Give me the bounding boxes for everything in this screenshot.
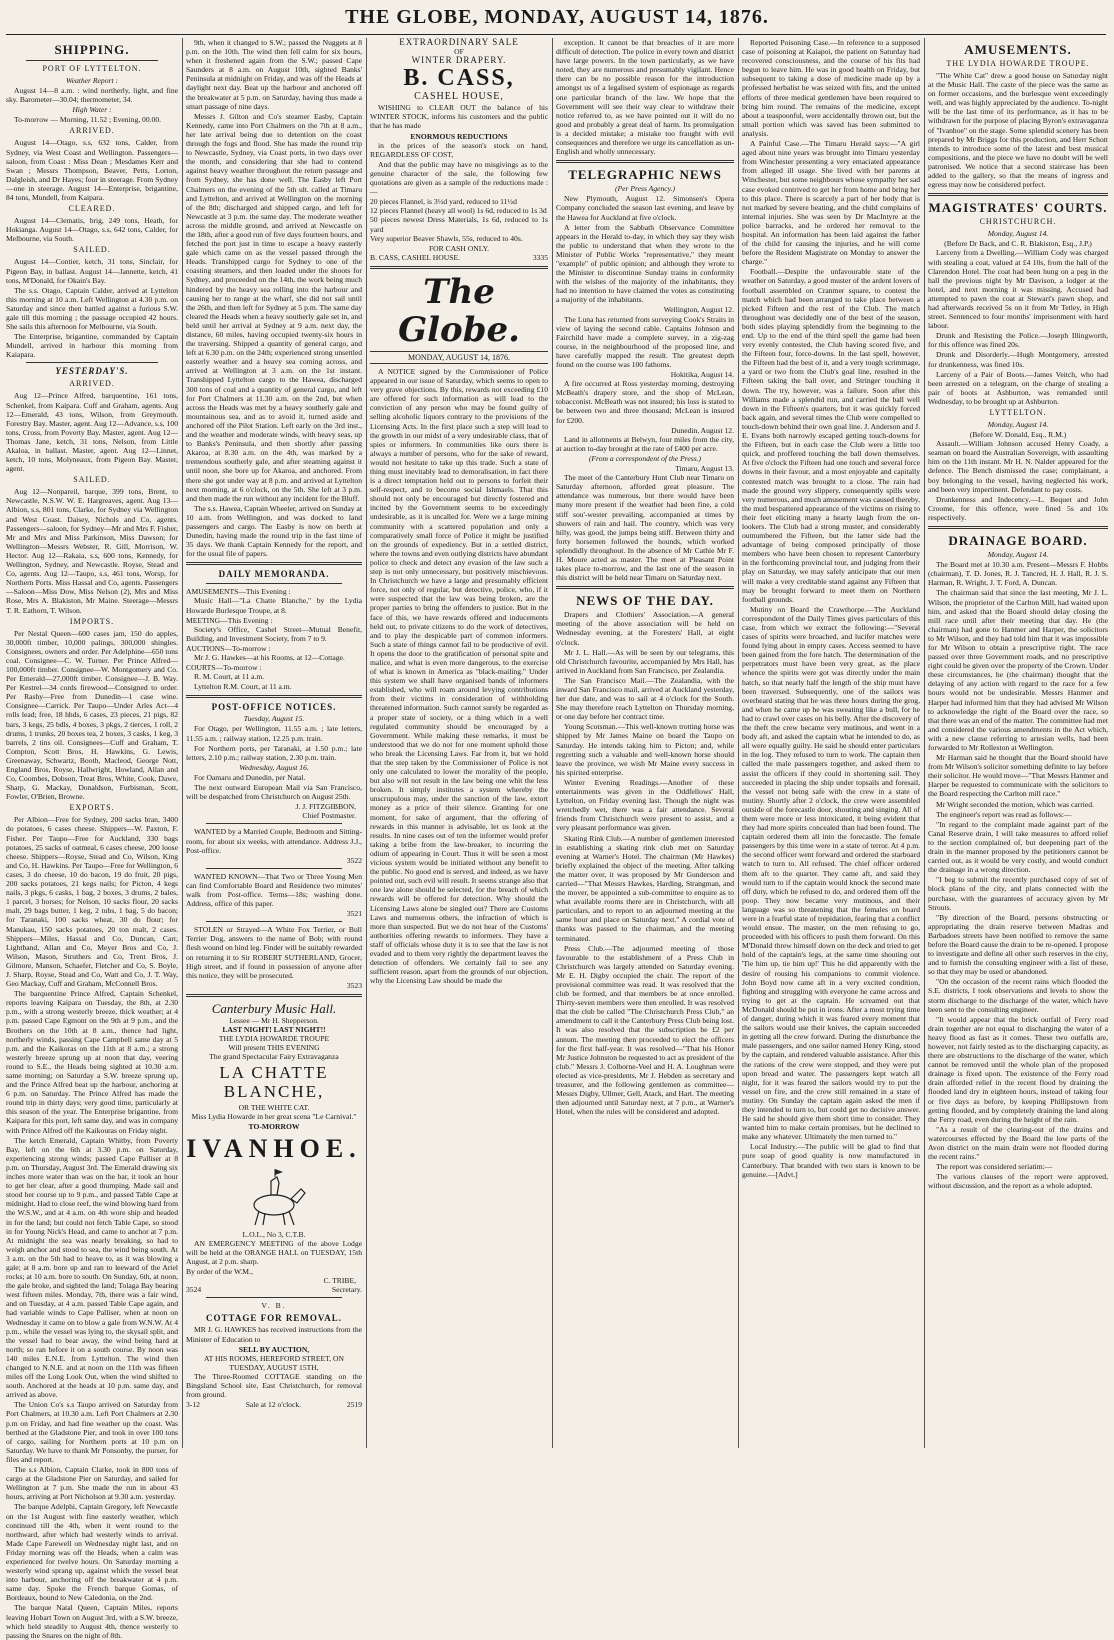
daily-memoranda-heading: DAILY MEMORANDA. xyxy=(218,569,330,580)
sale-text: WISHING to CLEAR OUT the balance of his WINTER STOCK, informs his customers and the public that he has made xyxy=(370,103,548,131)
court-date: Monday, August 14. xyxy=(987,420,1049,429)
divider xyxy=(370,266,548,269)
shipping-paragraph: The barquentine Prince Alfred, Captain Schenkel, reports leaving Kaipara on Tuesday, the 8th, at 2.30 p.m., with a strong westerly breeze, thick weather; at 4 p.m. passed Cape Egmont on the 9th at 9 p.m., and the Brothers on the 10th at 8 a.m., thence had light, northerly winds, passing Cape Campbell same day at 5 p.m. and the Kaikoras on the 11th at 8 a.m.; a strong westerly breeze sprung up at noon that day, veering round to S.E., the Heads being sighted at 10.30 a.m. same morning; on Saturday a S.W. breeze sprung up, and the Prince Alfred beat up the harbour, anchoring at 6 p.m. on Saturday. The Prince Alfred has made the round trip in thirty days; very good time, particularly at this season of the year. The Enterprise brigantine, from Kaipara for this port, left same day, and was in company with Prince Alfred off the Kaikouras on Friday night. xyxy=(6,989,178,1135)
lyttelton-heading: LYTTELTON. xyxy=(989,408,1047,417)
courts-label: COURTS—To-morrow : xyxy=(186,663,262,673)
amusements-text: "The White Cat" drew a good house on Saturday night at the Music Hall. The caste of the piece was the same as on former occasions, and the burlesque went exceedingly well, and was highly appreciated by the audience. To-night will be the last time of its performance, as it has to be withdrawn for the purpose of placing Byron's extravaganza of "Ivanhoe" on the stage. Some splendid scenery has been prepared by Mr Briggs for this production, and Herr Schott intends to introduce some of the latest and best musical compositions, and the piece we have no doubt will be well patronised. We notice that a second staircase has been added to the gallery, so that the means of ingress and egress may now be considered perfect. xyxy=(928,71,1108,190)
ad-number: 3521 xyxy=(346,909,362,919)
column-rule xyxy=(366,38,367,1448)
board-paragraph: Mr Harman said he thought that the Board should have from Mr Wilson's solicitor something definite to lay before their solicitor. He would move—"That Messrs Hanmer and Harper be requested to communicate with the solicitors to the Board respecting the Carlton mill race." xyxy=(928,753,1108,799)
troupe-heading: THE LYDIA HOWARDE TROUPE. xyxy=(946,59,1090,68)
memo-item: Society's Office, Cashel Street—Mutual Benefit, Building, and Investment Society, from 7 to 9. xyxy=(186,624,362,643)
la-chatte-blanche-title: LA CHATTE BLANCHE, xyxy=(219,1063,329,1102)
post-item: For Northern ports, per Taranaki, at 1.50 p.m.; late letters, 2.10 p.m.; railway station, 2.30 p.m. train. xyxy=(186,743,362,762)
column-rule xyxy=(738,38,739,1448)
divider xyxy=(928,526,1108,529)
news-item: Local Industry.—The public will be glad to find that pure soap of good quality is now manufactured in Canterbury. That branded with two stars is known to be genuine.—[Advt.] xyxy=(742,1142,920,1179)
memo-item: R. M. Court, at 11 a.m. xyxy=(194,672,265,682)
editorial-continued: exception. It cannot be that breaches of it are more difficult of detection. The police in every town and district have large powers. In the town particularly, as we have noted, they are numerous and presumably vigilant. Hence there can be no possible reason for the introduction amongst us of a legalised system of espionage as regards one particular branch of the law. We hope that the Government will see their way clear to withdraw their notice referred to, as we have pointed out it will do no good and probably a great deal of harm. Its promulgation is a decided mistake; a mistake too fraught with evil consequences and therefore we urge its cancellation as un-English and wholly unnecessary. xyxy=(556,38,734,157)
divider xyxy=(186,994,362,997)
exports-label: EXPORTS. xyxy=(69,803,115,813)
cottage-footer xyxy=(186,1400,362,1409)
classified-ad: WANTED KNOWN—That Two or Three Young Men can find Comfortable Board and Residence two minutes' walk from Post-office. Terms—18s; washing done. Address, office of this paper. xyxy=(186,871,362,909)
masthead: THE GLOBE, MONDAY, AUGUST 14, 1876. xyxy=(345,6,769,28)
news-item: Drapers and Clothiers' Association.—A general meeting of the above association will be held on Wednesday evening, at the Foresters' Hall, at eight o'clock. xyxy=(556,610,734,647)
post-item: For Otago, per Wellington, 11.55 a.m. ; late letters, 11.55 a.m. ; railway station, 12.25 p.m. train. xyxy=(186,724,362,743)
news-item: Winter Evening Readings.—Another of these entertainments was given in the Oddfellows' Hall, Lyttelton, on Friday evening last. Though the night was wretchedly wet, there was a fair attendance. Several friends from Christchurch were present to assist, and a very pleasant performance was given. xyxy=(556,777,734,833)
exports-text: Per Albion—Free for Sydney, 200 sacks bran, 3400 do potatoes, 6 cases cheese. Shippers—W. Paxton, F. Fisher. Per Taupo—Free for Auckland, 330 bags potatoes, 25 sacks of oatmeal, 6 cases cheese, 200 loose cheese. Shippers—Royse, Stead and Co, Wilson, King and Co, H. Hawkins. Per Taupo—Free for Wellington, 6 cases, 3 do cheese, 10 do bacon, 19 do fruit, 20 pigs, 200 sacks potatoes, 21 kegs nails; for Picton, 4 kegs nails, 3 pkgs, 6 casks, 1 bag, 2 boxes, 3 drums, 2 bales, 1 parcel, 3 horses; for Nelson, 10 sacks flour, 20 sacks malt, 29 bags butter, 1 keg, 2 tubs, 1 bag, 5 do bacon; for Taranaki, 100 sacks wheat, 30 do flour; for Manukau, 150 sacks potatoes, 20 ton malt, 2 cases. Shippers—Miles, Hassal and Co, Duncan, Carr, Lightband, Allan and Co, Meyer Bros and Co, J. Wilson, Mason, Struthers and Co, Trent Bros, J. Gilmore, Manson, Schaefer, Fletcher and Co, S. Boyle, J. Sharp, Royse, Stead and Co, Watt and Co, J. T. Way, Geo Mackay, Cuff and Graham, McConnell Bros. xyxy=(6,815,178,989)
board-paragraph: The chairman said that since the last meeting, Mr J. L. Wilson, the proprietor of the Carlton Mill, had waited upon him, and asked that the Board should delay closing the mill race until after their meeting that day. He (the chairman) had gone to Hanmer and Harper, the solicitors to Mr Wilson, and they had told him that it was impossible for Mr Wilson to obtain a prescriptive right. The race passed over three Government roads, and no prescriptive right could be given over the property of the Crown. Under these circumstances, he (the chairman) thought that the delaying of any action with regard to the race for a few hours would not be undesirable. Messrs Hanmer and Harper had informed him that they had advised Mr Wilson to acknowledge the right of the Board over the race, so that there was an end of the matter. The committee had met and considered the various amendments in the Act which, with a new clause referring to artesian wells, had been forwarded to Mr Rolleston at Wellington. xyxy=(928,588,1109,752)
ad-number: 3523 xyxy=(346,980,362,990)
b-cass-title: B. CASS, xyxy=(403,65,515,92)
cleared-label: CLEARED. xyxy=(68,204,116,214)
shipping-paragraph: The s.s. Hawea, Captain Wheeler, arrived on Sunday at 10 a.m. from Wellington, and was docked to land passengers and cargo. The Easby is now on berth at Dunedin, having made the round trip in the fast time of 35 days. We thank Captain Kennedy for the report, and for the usual file of papers. xyxy=(186,503,362,559)
column-news xyxy=(742,38,920,1448)
white-cat-subtitle: OR THE WHITE CAT. xyxy=(238,1103,310,1113)
editorial-dateline: MONDAY, AUGUST 14, 1876. xyxy=(370,351,548,364)
post-date: Wednesday, August 16. xyxy=(239,762,309,772)
board-paragraph: "It would appear that the brick outfall of Ferry road drain together are not equal to discharging the water of a heavy flood as fast as it comes. These two outfalls are, however, not fairly tested as to the discharging capacity, as there are obstructions to the discharge of the water, which cannot be removed until the whole plan of the proposed drainage is fixed upon. The existence of the Ferry road drain afforded relief in the recent flood by draining the flooded land dry in eighteen hours, instead of taking four or five days as before, by keeping Phillipstown from getting flooded, and by completely draining the land along the Ferry road, even during the height of the rain. xyxy=(928,1014,1108,1124)
column-editorial xyxy=(370,38,548,1448)
ad-number: 3522 xyxy=(346,855,362,865)
court-case: Larceny of a Pair of Boots.—James Veitch, who had been arrested on a telegram, on the charge of stealing a pair of boots at Ashburton, was remanded until Wednesday, to be brought up at Ashburton. xyxy=(928,369,1108,406)
lodge-signature: C. TRIBE, xyxy=(323,1276,356,1286)
shipping-heading: SHIPPING. xyxy=(54,42,130,57)
cottage-description: The Three-Roomed COTTAGE standing on the Bingsland School site, East Christchurch, for removal from ground. xyxy=(186,1371,362,1400)
divider xyxy=(186,562,362,565)
court-bench: (Before W. Donald, Esq., R.M.) xyxy=(969,430,1067,440)
telegram: The Luna has returned from surveying Cook's Straits in view of laying the second cable. Captains Johnson and Fairchild have made a complete survey, in a zig-zag course, in the neighbourhood of the proposed line, and have carefully mapped the result. The greatest depth found on the course was 100 fathoms. xyxy=(556,314,734,369)
ad-number: 2519 xyxy=(346,1400,362,1410)
sailed-text: August 14—Contier, ketch, 31 tons, Sinclair, for Pigeon Bay, in ballast. August 14—Jannette, ketch, 41 tons, M'Donald, for Okain's Bay. xyxy=(6,257,178,285)
sale-heading-of: OF xyxy=(454,47,464,57)
lodge-by-order: By order of the W.M., xyxy=(186,1267,253,1277)
board-paragraph: "By direction of the Board, persons obstructing or appropriating the drain reserve between Madras and Barbadoes streets have been notified to remove the same before the Board cause the drain to be re-opened. I propose to investigate and define all other such reserves in the city, and to furnish the consulting engineer with a list of these, so that they may be used or abandoned. xyxy=(928,912,1108,977)
telegram-dateline: Hokitika, August 14. xyxy=(670,370,734,380)
board-date: Monday, August 14. xyxy=(987,550,1049,560)
ad-number: 3335 xyxy=(532,252,548,262)
news-item: Young Scotsman.—This well-known trotting horse was shipped by Mr James Maine on board the Taupo on Saturday. He intends taking him to Picton; and, while regretting such a valuable and well-known horse should leave the province, we wish Mr Maine every success in his spirited enterprise. xyxy=(556,722,734,777)
news-item: The San Francisco Mail.—The Zealandia, with the inward San Francisco mail, arrived at Auckland yesterday, her due date, and was to sail at 4 o'clock for the South. She may therefore reach Lyttelton on Thursday morning, or one day before her contract time. xyxy=(556,675,734,722)
court-case: Drunk and Disorderly.—Hugh Montgomery, arrested for drunkenness, was fined 10s. xyxy=(928,350,1108,369)
shipping-paragraph: The Union Co's s.s Taupo arrived on Saturday from Port Chalmers, at 10.30 a.m. Left Port Chalmers at 2.30 p.m on Friday, and had fine weather up the coast. Was berthed at the Gladstone Pier, and took in over 100 tons of cargo, sailing for Northern ports at 10 p.m on Saturday. We have to thank Mr Ponsonby, the purser, for files and report. xyxy=(6,1400,178,1464)
music-hall-last-night: LAST NIGHT! LAST NIGHT!! xyxy=(222,1025,326,1034)
news-item: A Painful Case.—The Timaru Herald says:—"A girl aged about nine years was brought into Timaru yesterday from Winchester presenting a very emaciated appearance from alleged ill usage. She lived with her parents at Winchester, but some neighbours whose sympathy her sad case evoked contrived to get her from home and bring her to this place. There is scarcely a part of her body that is not marked by severe beating, and the child complains of internal injuries. She was seen by Dr MacIntyre at the police barracks, and he ordered her removal to the hospital. An information has been laid against the father of the child for causing the injuries, and he will come before the Resident Magistrate on Monday to answer the charge." xyxy=(742,139,920,267)
arrived-text: August 14—Otago, s.s, 632 tons, Calder, from Sydney, via West Coast and Wellington. Passengers—saloon, from Coast : Miss Dean ; Mesdames Kerr and Swan ; Messrs Thompson, Beaver, Petts, Lorton, Dalgleish, and Dr Hayes; four in steerage. From Sydney—one in steerage. August 14—Enterprise, brigantine, 84 tons, Mundell, from Kaipara. xyxy=(6,138,178,203)
board-paragraph: "I beg to submit the recently purchased copy of set of block plans of the city, and plans connected with the purchase, with the guarantees of accuracy given by Mr Strouts. xyxy=(928,875,1108,912)
news-item: Mr J. L. Hall.—As will be seen by our telegrams, this old Christchurch favourite, accompanied by Mrs Hall, has arrived in Auckland from San Francisco, per Zealandia. xyxy=(556,647,734,675)
board-paragraph: The Board met at 10.30 a.m. Present—Messrs F. Hobbs (chairman), T. D. Jones, R. J. Tancred, H. J. Hall, R. J. S. Harman, R. Wright, J. T. Ford, A. Duncan. xyxy=(928,560,1108,588)
amusements-label: AMUSEMENTS—This Evening : xyxy=(186,587,291,597)
column-rule xyxy=(552,38,553,1448)
shipping-paragraph: The s.s Albion, Captain Clarke, took in 800 tons of cargo at the Gladstone Pier on Saturday, and sailed for Wellington at 7 p.m. She made the run in about 43 hours, arriving at Port Nicholson at 9.30 a.m. yesterday. xyxy=(6,1465,178,1502)
drainage-board-heading: DRAINAGE BOARD. xyxy=(948,533,1088,549)
cottage-heading: COTTAGE FOR REMOVAL. xyxy=(206,1313,342,1324)
sale-heading-drapery: WINTER DRAPERY. xyxy=(411,55,507,66)
telegram: Land in allotments at Belwyn, four miles from the city, at auction to-day brought at the rate of £400 per acre. xyxy=(556,434,734,453)
editorial-text: A NOTICE signed by the Commissioner of Police appeared in our issue of Saturday, which seems to open to very grave objections. By this, rewards not exceeding £10 are offered for such information as will lead to the conviction of any person who may be found guilty of selling alcoholic liquors contrary to the provisions of the Licensing Acts. In the first place such a step will lead to the growth in our midst of a very undesirable class, that of spies or informers. In communities like ours there is always a number of persons, who for the sake of reward, would not hesitate to take up this trade. Such a state of thing must inevitably lead to demoralisation, in fact there is a direct temptation held out to persons to forfeit their self-respect, and to become social Ishmaels. That this should not only be encouraged but directly fostered and incited by the Government seems to be exceedingly undesirable, as it is uncalled for. Were we a large mining community with a scattered population and only a comparatively small force of Police it might be justified on the grounds of expediency. But in a settled district, where the towns and even outlying districts have abundant police to check and detect any evasion of the law such a step is not only unnecessary, but positively mischievous. In Christchurch we have a large and presumably efficient force, not only of regular, but detective, police, who, if it were suspected that the law was being broken, are the proper parties to bring the offenders to justice. But in the face of this, we have rewards offered and inducements held out, to private citizens to do the work of detectives, and to play the despicable part of common informers. Such a state of things cannot fail to be productive of evil. It opens the door to the gratification of personal spite and malice, and what is even more dangerous, to the exercise of what is known in America as "black-mailing." Under this system we shall have organised bands of informers established, who will roam around levying contributions from their victims in consideration of withholding threatened information. Such cannot surely be regarded as a proper state of society, or a thing which in a well regulated community should be encouraged by a Government. While making these remarks, it must be understood that we do not for one moment uphold those who break the Licensing Laws. Far from it, but we hold that the step taken by the Commissioner of Police is not only one calculated to lower the morality of the people, but also will not result in the law being one whit the less broken. It simply institutes a system whereby the unscrupulous may, under the sanction of the law, extort money as a price of their silence. Granting for one moment, for sake of argument, that the offering of rewards in this manner is advisable, let us look at the results. In nine cases out of ten the informer would prefer taking a bribe from the law-breaker, to incurring the odium of appearing in Court. Thus it will be seen a most vicious system would be initiated without any benefit to the public. No good end is served, and indeed, as we have pointed out, such evil will result. It seems strange also that one law alone should be selected, for the breach of which rewards will be offered for detection. Why should the Licensing Laws alone be singled out? There are Customs Laws and numerous others, the infraction of which is more than suspected. But we do not hear of the Customs' authorities offering rewards to informers. They have a staff of officials whose duty it is to see that the law is not evaded and to them very rightly the department leaves the detection of offenders. We certainly fail to see any sufficient reason, apart from the grounds of our objection, why the Licensing Law should be made the xyxy=(370,366,548,986)
ivanhoe-title: IVANHOE. xyxy=(186,1133,362,1163)
divider xyxy=(26,362,158,363)
board-paragraph: The engineer's report was read as follows:— xyxy=(936,809,1072,819)
board-paragraph: The various clauses of the report were approved, without discussion, and the report as a whole adopted. xyxy=(928,1172,1108,1191)
imports-text: Per Nestal Queen—600 cases jam, 150 do apples, 30,000ft timber, 10,000 palings, 300,000 shingles. Consignees, owners and order. Per Adelphine—650 tons coal. Consignee—C. W. Turner. Per Prince Alfred—100,000ft timber. Consignee—W. Montgomery and Co. Per Emerald—27,000ft timber. Consignee—J. B. Way. Per Kestrel—34 cords firewood—Consigned to order. Per Rashy—Free from Dunedin—1 case wine. Consignee—Carrick. Per Taupo—Under Arles Act—4 rolls lead; free, 18 hhds, 6 cases, 23 pieces, 21 pigs, 82 bars, 3 kegs, 25 bdls, 4 boxes, 3 pkgs, 2 tierces, 1 roll, 2 drums, 1 trunks, 20 boxes tea, 2 boxes, 3 casks, 1 keg, 3 barrels, 2 tins oil. Consignees—Cuff and Graham, T. Compton, Scott Bros, H. Hawkins, G. Lewis, Greenaway, Schwartz, Booth, Macleod, George Nott, England Bros, Royse, Hallwright, Howland, Allan and Co, Coombes, Dobson, Treat Bros, White, Cook, Dawe, Sharp, G. Mackay, Donaldson, Furbisman, Scott, Fowler, O'Brien, Browne. xyxy=(6,628,178,802)
board-paragraph: "On the occasion of the recent rains which flooded the S.E. districts, I took observations and levels to show the storm discharge to the discharge of the water, which have been sent to the consulting engineer. xyxy=(928,977,1108,1014)
post-date: Tuesday, August 15. xyxy=(243,714,305,724)
board-paragraph: Mr Wright seconded the motion, which was carried. xyxy=(936,799,1094,809)
sale-signature: B. CASS, CASHEL HOUSE. xyxy=(370,252,461,262)
divider xyxy=(206,868,342,869)
telegram: New Plymouth, August 12. Simonsen's Opera Company concluded the season last evening, and leave by the Hawea for Auckland at five o'clock. xyxy=(556,194,734,222)
divider xyxy=(206,583,342,584)
shipping-paragraph: The ketch Emerald, Captain Whitby, from Poverty Bay, left on the 6th at 3.30 p.m. on Saturday, experiencing strong winds; passed Cape Palliser at 8 p.m. on Thursday, August 3rd. The Emerald drawing six inches more water than was on the bar, it took an hour to get her clear, after a good thumping. Made sail and stood her course up to 9 p.m., and passed Table Cape at midnight. Had to close reef, the wind blowing hard from the W.S.W., and at 4 a.m. on 4th wore ship and headed in for the land; but could not fetch Table Cape, so stood in for Young Nick's Head, and came to anchor at 7 p.m. At midnight the sea was nearly breaking, so had to weigh anchor and stood to sea, the wind being south. At 3 a.m. on the 5th had to heave to, as it was blowing a gale; at 8 a.m. bore up and ran to leeward of the Ariel rocks; at 10 a.m. bore to south. On Sunday, 6th, at noon, the gale broke, and sighted the land; Tolaga Bay bearing west fifteen miles. Monday, 7th, there was a fair wind, and on Tuesday, at 4 a.m. passed Table Cape again, and had variable winds to Cape Palliser, when at noon on Wednesday it came on to blow a gale from W.N.W. At 4 p.m., while the vessel was lying to, the skysail split, and the vessel had to bear away, the wind being hard at north; so ran before it on a south course. By noon was 140 miles E.N.E. from Lyttelton. The wind then changed to N.N.E. and at noon on the 11th was fifteen miles off the Long Look Out, when the wind shifted to south. Anchored at the heads at 10 p.m. same day, and arrived as above. xyxy=(6,1135,178,1400)
sale-text: And that the public may have no misgivings as to the genuine character of the sale, the following few quotations are given as a sample of the reductions made :— xyxy=(370,159,548,197)
board-paragraph: "In regard to the complaint made against part of the Canal Reserve drain, I will take measures to afford relief to the section complained of, but deepening part of the drain in the manner proposed by the petitioners cannot be carried out, as it would be very costly, and would conduct the drainage in a wrong direction. xyxy=(928,819,1108,875)
magistrates-courts-heading: MAGISTRATES' COURTS. xyxy=(928,200,1108,216)
music-hall-present: Will present THIS EVENING xyxy=(228,1043,320,1053)
y-arrived-label: ARRIVED. xyxy=(69,379,115,389)
news-item: Press Club.—The adjourned meeting of those favourable to the establishment of a Press Club in Christchurch was largely attended on Saturday evening. Mr E. H. Digby occupied the chair. The report of the provisional committee was read. It was resolved that the club be formed, and that members be at once enrolled. Thirty-seven members were then enrolled. It was resolved that the club be called "The Christchurch Press Club," an amendment to call it the Canterbury Press Club being lost. It was also resolved that the subscription be £2 per annum. The meeting then proceeded to elect the officers for the first half-year. It was resolved—"That his Honor Mr Justice Johnston be requested to act as president of the club." Messrs J. Colborne-Veel and H. A. Loughnan were elected as vice-presidents, Mr J. Hebden as secretary and treasurer, and the following gentlemen as committee—Messrs Digby, Ullmer, Gell, Atack, and Hart. The meeting then adjourned until Saturday next, at 7 p.m., at Warner's Hotel, when the rules will be considered and adopted. xyxy=(556,943,734,1117)
classified-ad: WANTED by a Married Couple, Bedroom and Sitting-room, for about six weeks, with attendance. Address J.J., Post-office. xyxy=(186,827,362,855)
board-paragraph: "As a result of the clearing-out of the drains and watercourses effected by the Board the low parts of the Avon district on the main drain were not flooded during the recent rains." xyxy=(928,1124,1108,1162)
news-item: Football.—Despite the unfavourable state of the weather on Saturday, a good muster of the ardent lovers of football assembled on Cranmer square, to contest the match which had been arranged to take place between a picked Fifteen and the rest of the Club. The match throughout was decidedly one of the best of the season, both sides playing splendidly from the beginning to the end. Up to the end of the third spell the game had been very evenly contested, the Club having scored five, and the Fifteen four, force-downs. In the last spell, however, the Fifteen had the best of it, and a very tough scrimmage, a yard or two from the Club's goal line, resulted in the Fifteen taking the ball over, and Stringer touching it down. The try, however, was a failure. Soon after this Williams made a splendid run, and carried the ball well down in the Fifteen's quarters, but it was quickly forced back again, and several times the Club were compelled to touch-down behind their own goal line. J. Anderson and J. E. Evans both narrowly escaped getting touch-downs for the Fifteen, but in each case the Club were a little too quick, and proffered touching the ball down themselves. At five o'clock the Fifteen had one touch and several force downs in their favour, and a most enjoyable and capitally contested match was brought to a close. The rain had made the ground very slippery, consequently spills were very numerous, and much amusement was caused thereby, the mud bespattered appearance of the victims on rising to their feet eliciting many a hearty laugh from the on-lookers. The Club had a strong muster, and considerably outnumbered the Fifteen, but the latter side had the advantage of being composed principally of those members who have been chosen to represent Canterbury in the forthcoming provincial tour, and judging from their play on Saturday, we may safely anticipate that our men will make a very creditable stand against any Fifteen that may be brought forward to meet them on Northern football grounds. xyxy=(742,267,920,604)
divider xyxy=(206,921,342,922)
news-of-the-day-heading: NEWS OF THE DAY. xyxy=(576,593,714,609)
y-sailed-label: SAILED. xyxy=(73,475,111,485)
the-globe-masthead: The Globe. xyxy=(398,271,520,350)
column-telegraphic xyxy=(556,38,734,1448)
port-heading: PORT OF LYTTELTON. xyxy=(42,64,142,73)
lodge-notice: AN EMERGENCY MEETING of the above Lodge will be held at the ORANGE HALL on TUESDAY, 15th August, at 2 p.m. sharp. xyxy=(186,1238,362,1266)
masthead-rule xyxy=(6,34,1106,35)
correspondent-note: (From a correspondent of the Press.) xyxy=(588,453,702,463)
column-shipping xyxy=(6,38,178,1640)
music-hall-lessee: Lessee — Mr H. Shepperson. xyxy=(229,1015,319,1025)
telegram-dateline: Dunedin, August 12. xyxy=(671,425,734,435)
court-case: Drunk and Resisting the Police.—Joseph Illingworth, for this offence was fined 20s. xyxy=(928,331,1108,350)
divider xyxy=(26,60,158,61)
postmaster-signature: J. J. FITZGIBBON, xyxy=(295,802,356,812)
horseman-engraving-icon xyxy=(239,1167,309,1227)
telegram-dateline: Timaru, August 13. xyxy=(675,464,734,474)
ad-number: 3-12 xyxy=(186,1400,200,1410)
sale-reductions: ENORMOUS REDUCTIONS xyxy=(410,131,508,141)
shipping-paragraph: The s.s. Otago, Captain Calder, arrived at Lyttelton this morning at 10 a.m. Left Wellington at 4.30 p.m. on Saturday and since then battled against a furious S.W. gale till this morning ; the passage occupied 42 hours. She sails this afternoon for Melbourne, via South. xyxy=(6,285,178,332)
post-item: The next outward European Mail via San Francisco, will be despatched from Christchurch on August 25th. xyxy=(186,783,362,802)
shipping-continued: 9th, when it changed to S.W.; passed the Nuggets at 8 p.m. on the 10th. The wind then fell calm for six hours, when it freshened again from the S.W.; passed Cape Saunders at 8 a.m. on August 10th, sighted Banks' Peninsula at midnight on Friday, and was off the Heads at daylight next day. Beat up the harbour and anchored off the breakwater at 5 p.m. on Saturday, having thus made a smart passage of nine days. xyxy=(186,38,362,111)
court-case: Drunkenness and Indecency.—L. Bequet and John Croome, for this offence, were fined 5s and 10s respectively. xyxy=(928,494,1108,522)
lodge-footer xyxy=(186,1285,362,1294)
y-arrived-text: Aug 12—Prince Alfred, barquentine, 161 tons, Schenkel, from Kaipara. Cuff and Graham, agents. Aug 12—Emerald, 43 tons, Wilson, from Greymouth. Forestry Bay. Master, agent. Aug 12—Advance, s.s, 100 tons, Cross, from Poverty Bay. Master, agent. Aug 12—Thomas Jane, ketch, 31 tons, Nelson, from Little Akaloa, in ballast. Master, agent. Aug 12—Linnet, ketch, 10 tons, Molyneaux, from Pigeon Bay. Master, agent. xyxy=(6,391,178,474)
yesterdays-heading: YESTERDAY'S. xyxy=(55,366,129,377)
court-case: Larceny from a Dwelling.—William Cody was charged with stealing a coat, valued at £4 10s, from the hall of the Clarendon Hotel. The coat had been hung on a peg in the hall the previous night by Mr Davison, a lodger at the hotel, and next morning it was missing. Accused had attempted to pawn the coat at Stewart's pawn shop, and had afterwards received 5s on it from Mr Tetley, in High street. Sentenced to four months' imprisonment with hard labour. xyxy=(928,248,1108,331)
divider xyxy=(556,160,734,163)
column-courts xyxy=(928,38,1108,1448)
shipping-paragraph: Messrs J. Gilton and Co's steamer Easby, Captain Kennedy, came into Port Chalmers on the 7th at 8 a.m., her late arrival being due to detention on the coast through the fogs and flood. She has made the round trip to Newcastle, Sydney, via Coast ports, in two days over the month, and considering that she had to contend against heavy weather throughout the return passage and from Sydney, she has done well. The Easby left Port Chalmers on the evening of the 5th ult. called at Timaru and Lyttelton, and arrived at Wellington on the morning of the 8th; discharged and shipped cargo, and left for Newcastle at 3 p.m. the same day. The moderate weather across the middle ground, and arrived at Newcastle on the 18th, after a good run of five days fourteen hours, and fetched the port just in time to escape a heavy easterly gale which came on as the vessel passed through the Heads. Transhipped cargo for Sydney to one of the coasting steamers, and then loaded under the shoots for Sydney, and proceeded on the 14th, the work being much hindered by the heavy sea rolling into the harbour and causing her to range at the wharf, she did not sail until the 26th, and then left for Sydney at 5 p.m. The same day cleared the Heads when a heavy southerly gale set in, and held until her arrival at Sydney at 9 a.m. next day, the distance, 60 miles, having occupied twenty-six hours in the traversing. Shipped a quantity of general cargo, and left at 6.30 p.m. on the 24th; experienced strong unsettled easterly weather and a heavy sea coming across, and arrived at Wellington at 3 a.m. on the 1st instant. Transhipped Lyttelton cargo to the Hawea, discharged 300 tons of coal and a quantity of general cargo, and left for Port Chalmers at 11.30 a.m. on the 2nd, but when across the Heads was met by a heavy southerly gale and mountainous sea, and as to avoid it, turned aside and anchored off the Pilot Station. Left early on the 3rd inst., and the weather and moderate winds, with heavy seas, up to Banks's Peninsula, and then shortly after passing Akaroa, at 8.30 a.m. on the 4th, was marked by a tremendous southerly gale, and after steaming against it until noon, she bore up for Akaroa, and anchored. From there she got under way at 8 p.m. and arrived at Lyttelton next morning, at 6 o'clock, on the 5th. She left at 3 p.m. and then made the run without any incident for the Bluff. xyxy=(186,111,362,503)
weather-label: Weather Report : xyxy=(65,76,119,85)
court-date: Monday, August 14. xyxy=(987,229,1049,239)
sale-items: 20 pieces Flannel, is 3½d yard, reduced to 11½d 12 pieces Flannel (heavy all wool) 1s 6d, reduced to 1s 3d 50 pieces newest Dress Materials, 1s 6d, reduced to 1s yard Very superior Beaver Shawls, 55s, reduced to 40s. xyxy=(370,197,548,243)
classified-ad: STOLEN or Strayed—A White Fox Terrier, or Bull Terrier Dog, answers to the name of Bob; with round flesh wound on hind leg. Finder will be suitably rewarded on returning it to Sir ROBERT SUTHERLAND, Grocer, High street, and if found in possession of anyone after this notice, they will be prosecuted. xyxy=(186,925,362,980)
vb-mark: V. B. xyxy=(261,1301,287,1311)
board-paragraph: The report was considered seriatim:— xyxy=(936,1162,1053,1172)
memo-item: Music Hall—"La Chatte Blanche," by the Lydia Howarde Burlesque Troupe, at 8. xyxy=(186,596,362,615)
divider xyxy=(206,823,342,824)
music-hall-extravaganza: The grand Spectacular Fairy Extravaganza xyxy=(209,1052,339,1062)
imports-label: IMPORTS. xyxy=(69,616,115,626)
sale-footer xyxy=(370,253,548,262)
telegram: The meet of the Canterbury Hunt Club near Timaru on Saturday afternoon, afforded great pleasure. The attendance was numerous, but there would have been many more present if the weather had been fine, a cold stiff sou'-wester prevailing, accompanied at times by showers of rain and hail. The country, which was very hilly, was good, the jumps being stiff. Between thirty and forty horsemen followed the hounds, which worked splendidly throughout. In the absence of Mr Cathie Mr F. H. Moore acted as master. The meet at Pleasant Point takes place to-morrow, and the last one of the season in this district will be held near Timaru on Saturday next. xyxy=(556,473,734,583)
shipping-paragraph: The Enterprise, brigantine, commanded by Captain Mundell, arrived in harbour this morning from Kaiapara. xyxy=(6,332,178,360)
memo-item: Lyttelton R.M. Court, at 11 a.m. xyxy=(194,682,292,692)
divider xyxy=(206,1297,342,1298)
memo-item: Mr J. G. Hawkes—at his Rooms, at 12—Cottage. xyxy=(194,653,345,662)
auction-label: AUCTIONS—To-morrow : xyxy=(186,643,271,653)
carnival-note: Miss Lydia Howarde in her great scena "Le Carnival." xyxy=(191,1112,357,1122)
lodge-secretary: Secretary. xyxy=(331,1285,362,1295)
cottage-at: AT HIS ROOMS, HEREFORD STREET, ON TUESDAY, AUGUST 15TH, xyxy=(203,1353,344,1372)
sailed-label: SAILED. xyxy=(73,245,111,255)
cottage-sell: SELL BY AUCTION, xyxy=(238,1344,310,1354)
telegram: A fire occurred at Ross yesterday morning, destroying McBeath's drapery store, and the shop of McLean, tobacconist. McBeath was not insured; his loss is stated to be between two and three thousand; McLean is insured for £200. xyxy=(556,379,734,425)
divider xyxy=(556,586,734,589)
ad-number: 3524 xyxy=(186,1285,202,1295)
y-sailed-text: Aug 12—Nonpareil, barque, 399 tons, Brent, to Newcastle, N.S.W. W. E. Hargreaves, agent. Aug 13—Albion, s.s, 801 tons, Clarke, for Sydney via Wellington and West Coast. Daisey, Nichols and Co, agents. Passengers—saloon, for Sydney—Mr and Mrs F. Fisher, Mr and Mrs and Miss Parkinson, Miss Dawson; for Wellington—Messrs Webster, R. Gill, Morrison, W. Hector. Aug 12—Rakaia, s.s, 600 tons, Kennedy, for Wellington, Sydney, and Newcastle. Royse, Stead and Co, agents. Aug 12—Taupo, s.s, 461 tons, Worsp, for Northern Ports. Miss Hassal and Co, agents. Passengers—Saloon—Miss Dow, Miss Nelson (2), Mrs and Miss Rose, Mrs A. Blakiston, Mr Maine. Steerage—Messrs T. R. Eathorn, T. Wilson. xyxy=(6,487,178,615)
shipping-paragraph: The barque Adelphi, Captain Gregory, left Newcastle on the 1st August with fine easterly weather, which continued till the 4th, when it went round to the northward, after which had westerly winds to arrival. Made Cape Farewell on Wednesday night last, and on Friday morning was off the Heads, when a calm was experienced for twelve hours. On Saturday morning a westerly wind sprang up, against which the vessel beat into harbour, anchoring off the breakwater at 4 p.m. same day. Spoke the French barque Gomas, of Bordeaux, bound to New Caledonia, on the 2nd. xyxy=(6,1502,178,1603)
cashel-house-title: CASHEL HOUSE, xyxy=(414,91,504,103)
court-case: Assault.—William Johnson accused Henry Coady, a seaman on board the Australian Sovereign, with assaulting him on the 11th instant. Mr H. N. Nalder appeared for the defence. The Bench dismissed the case; complainant, a boy belonging to the vessel, having neglected his work, and been very impertinent. Defendant to pay costs. xyxy=(928,439,1108,494)
tomorrow-label: TO-MORROW xyxy=(248,1121,300,1131)
lodge-caption: L.O.L., No 3, C.T.B. xyxy=(242,1229,306,1239)
weather-text: August 14—8 a.m. : wind northerly, light, and fine sky. Barometer—30.04; thermometer, 34. xyxy=(6,86,178,105)
telegram: A letter from the Sabbath Observance Committee appears in the Herald to-day, in which they say they wish the public to understand that when they wrote to the Minister of Public Works "representative," they meant "example" of public opinion; and although they wrote to the Minister to discontinue Sunday trains in conformity with the wishes of the majority of the inhabitants, they had no intention to have claimed the votes as constituting a majority of the inhabitants. xyxy=(556,222,734,305)
press-agency-note: (Per Press Agency.) xyxy=(614,184,676,194)
telegraphic-news-heading: TELEGRAPHIC NEWS xyxy=(568,167,722,183)
news-item: Skating Rink Club.—A number of gentlemen interested in establishing a skating rink club met on Saturday evening at Warner's Hotel. The chairman (Mr Hawkes) briefly explained the object of the meeting. After talking the matter over, it was proposed by Mr Gunderson and carried—"That Messrs Hawkes, Harding, Strangman, and the mover, be appointed a sub-committee to enquire as to what available rooms there are in Christchurch, with all particulars, and to report to an adjourned meeting at the same hour and place on Saturday next." A cordial vote of thanks was passed to the chairman, and the meeting terminated. xyxy=(556,833,734,943)
amusements-heading: AMUSEMENTS. xyxy=(964,42,1072,57)
sale-text: in the prices of the season's stock on hand, REGARDLESS OF COST, xyxy=(370,140,548,159)
cottage-text: MR J. G. HAWKES has received instructions from the Minister of Education to xyxy=(186,1325,362,1344)
column-rule xyxy=(182,38,183,1448)
high-water-text: To-morrow — Morning, 11.52 ; Evening, 00.00. xyxy=(14,115,162,125)
sale-heading: EXTRAORDINARY SALE xyxy=(399,37,519,47)
column-memoranda xyxy=(186,38,362,1448)
post-item: For Oamaru and Dunedin, per Natal. xyxy=(194,772,306,782)
news-item: Mutiny on Board the Crawthorpe.—The Auckland correspondent of the Daily Times gives particulars of this case, from which we extract the following:—"Several cases of spirits were broached, and lucifer matches were found lying about in empty cases. Access seemed to have been gained from the fore hatch. The determination of the perpetrators must have been very great, as the place whence the spirits were got was directly under the main hatch, so that nearly half the length of the ship must have been traversed. Subsequently, one of the sailors was overheard stating that he was three hours during the grog, and when he came up he was sweating like a bull, for he had to crawl over cases on his belly. After the discovery of the theft the crew became very mutinous, and went in a body aft, and asked the captain what he intended to do, as all were equally guilty. He said he should enter particulars in the log. They refused to turn to work. The captain then called the male passengers together, and asked them to assist the officers if they could in shortening sail. They succeeded in placing the ship under topsails and foresail, the vessel not being safe with the crew in a state of mutiny. Shortly after 2 o'clock, the crew were assembled outside of the forecastle door, shouting and singing. All of them were more or less intoxicated, it being evident that they had more spirits concealed than had been found. The captain ordered them all into the forecastle. The female passengers by this time were in a state of terror. At 4 p.m. the second officer went forward and ordered the starboard watch to turn to. All refused. The chief officer ordered them aft to the quarter. They came aft, and said they would turn to if the captain would knock the second mate off duty, which he refused to do, and ordered them off the poop. They now became very mutinous, and their language was so threatening that the females on board were in a fearful state of trepidation, fearing that a conflict would ensue. The master, on the men refusing to go, proceeded with his officers to push them forward. On this M'Donald threw himself down on the deck and tried to get hold of the captain's legs, at the same time shouting out 'Tie him up, tie him up!' This he did apparently with the desire of rousing his companions to commit violence. John Boyd now came aft in a very excited condition, fighting and struggling with everyone he came across and trying to get at the captain. He screamed out that McDonald should be put in irons. After a most trying time of danger, during which it was feared every moment that the sailors would use their knives, the captain succeeded in getting all the crew forward. During the disturbance the male passengers, and one sailor named Henry King, stood by the captain, and rendered valuable assistance. After this the rations of the crew were stopped, and they were put upon bread and water. The passengers kept watch all night, for it was feared the sailors would try to put the vessel on fire, and the crew still remained in a state of mutiny. On Sunday the captain again asked the men if they intended to turn to, but could get no decisive answer. He said he should give them short time to consider. They wanted him to make certain promises, but he declined to make any whatever. Ultimately the men turned to." xyxy=(742,604,920,1142)
divider xyxy=(186,695,362,698)
arrived-label: ARRIVED. xyxy=(69,126,115,136)
news-item: Reported Poisoning Case.—In reference to a supposed case of poisoning at Kaiapoi, the patient on Saturday had recovered consciousness, and the course of his fits had begun to leave him. He was in good health on Friday, but subsequent to taking a dose of medicine made up by a professed herbalist he was seized with fits, and the united efforts of three medical gentlemen have been required to bring him round. The remains of the medicine, except about a teaspoonful, were accidentally thrown out, but the small portion which was saved has been submitted to analysis. xyxy=(742,38,920,138)
high-water-label: High Water : xyxy=(72,105,112,115)
court-bench: (Before Dr Back, and C. R. Blakiston, Esq., J.P.) xyxy=(944,239,1092,249)
cleared-text: August 14—Clematis, brig, 249 tons, Heath, for Hokianga. August 14—Otago, s.s, 642 tons, Calder, for Melbourne, via South. xyxy=(6,216,178,244)
meeting-label: MEETING—This Evening : xyxy=(186,615,273,625)
post-office-heading: POST-OFFICE NOTICES. xyxy=(211,702,337,713)
shipping-paragraph: The barque Natal Queen, Captain Miles, reports leaving Hobart Town on August 3rd, with a S.W. breeze, which held steadily to August 4th, thence westerly to passing the Snares on the night of 8th. xyxy=(6,1603,178,1640)
column-rule xyxy=(924,38,925,1448)
telegram-dateline: Wellington, August 12. xyxy=(663,305,734,315)
sale-cash-only: FOR CASH ONLY. xyxy=(428,243,490,253)
christchurch-heading: CHRISTCHURCH. xyxy=(979,217,1057,227)
cottage-sale-time: Sale at 12 o'clock. xyxy=(245,1400,302,1410)
music-hall-troupe: THE LYDIA HOWARDE TROUPE xyxy=(218,1034,330,1044)
divider xyxy=(928,193,1108,196)
music-hall-title: Canterbury Music Hall. xyxy=(211,1000,337,1016)
postmaster-title: Chief Postmaster. xyxy=(302,811,356,821)
